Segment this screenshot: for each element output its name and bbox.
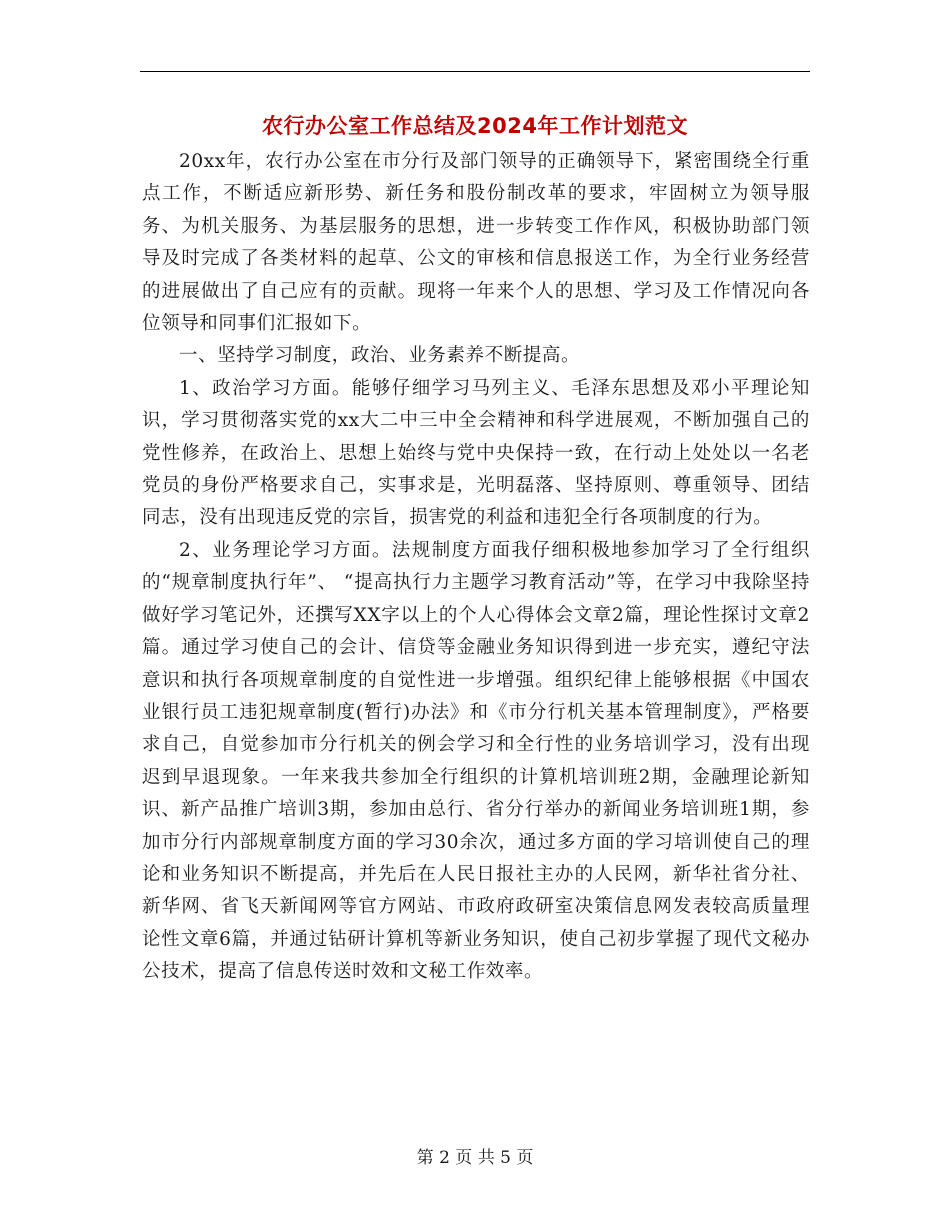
paragraph-intro: 20xx年，农行办公室在市分行及部门领导的正确领导下，紧密围绕全行重点工作，不断适应新形势、新任务和股份制改革的要求，牢固树立为领导服务、为机关服务、为基层服务的思想，进一步转变工作作风，积极协助部门领导及时完成了各类材料的起草、公文的审核和信息报送工作，为全行业务经营的进展做出了自己应有的贡献。现将一年来个人的思想、学习及工作情况向各位领导和同事们汇报如下。 (142, 151, 810, 335)
header-rule (140, 71, 810, 72)
page-number-label: 第 2 页 共 5 页 (416, 1148, 534, 1168)
document-body (142, 146, 810, 989)
section-heading: 一、坚持学习制度，政治、业务素养不断提高。 (179, 345, 581, 367)
paragraph-political-study: 1、政治学习方面。能够仔细学习马列主义、毛泽东思想及邓小平理论知识，学习贯彻落实党的xx大二中三中全会精神和科学进展观，不断加强自己的党性修养，在政治上、思想上始终与党中央保持一致，在行动上处处以一名老党员的身份严格要求自己，实事求是，光明磊落、坚持原则、尊重领导、团结同志，没有出现违反党的宗旨，损害党的利益和违犯全行各项制度的行为。 (142, 377, 810, 529)
page-footer (0, 1146, 950, 1170)
document-title: 农行办公室工作总结及2024年工作计划范文 (262, 114, 688, 138)
paragraph-business-study: 2、业务理论学习方面。法规制度方面我仔细积极地参加学习了全行组织的“规章制度执行年”、 “提高执行力主题学习教育活动”等，在学习中我除坚持做好学习笔记外，还撰写XX字以上的个人心得体会文章2篇，理论性探讨文章2篇。通过学习使自己的会计、信贷等金融业务知识得到进一步充实，遵纪守法意识和执行各项规章制度的自觉性进一步增强。组织纪律上能够根据《中国农业银行员工违犯规章制度(暂行)办法》和《市分行机关基本管理制度》，严格要求自己，自觉参加市分行机关的例会学习和全行性的业务培训学习，没有出现迟到早退现象。一年来我共参加全行组织的计算机培训班2期，金融理论新知识、新产品推广培训3期，参加由总行、省分行举办的新闻业务培训班1期，参加市分行内部规章制度方面的学习30余次，通过多方面的学习培训使自己的理论和业务知识不断提高，并先后在人民日报社主办的人民网，新华社省分社、新华网、省飞天新闻网等官方网站、市政府政研室决策信息网发表较高质量理论性文章6篇，并通过钻研计算机等新业务知识，使自己初步掌握了现代文秘办公技术，提高了信息传送时效和文秘工作效率。 (142, 539, 810, 983)
